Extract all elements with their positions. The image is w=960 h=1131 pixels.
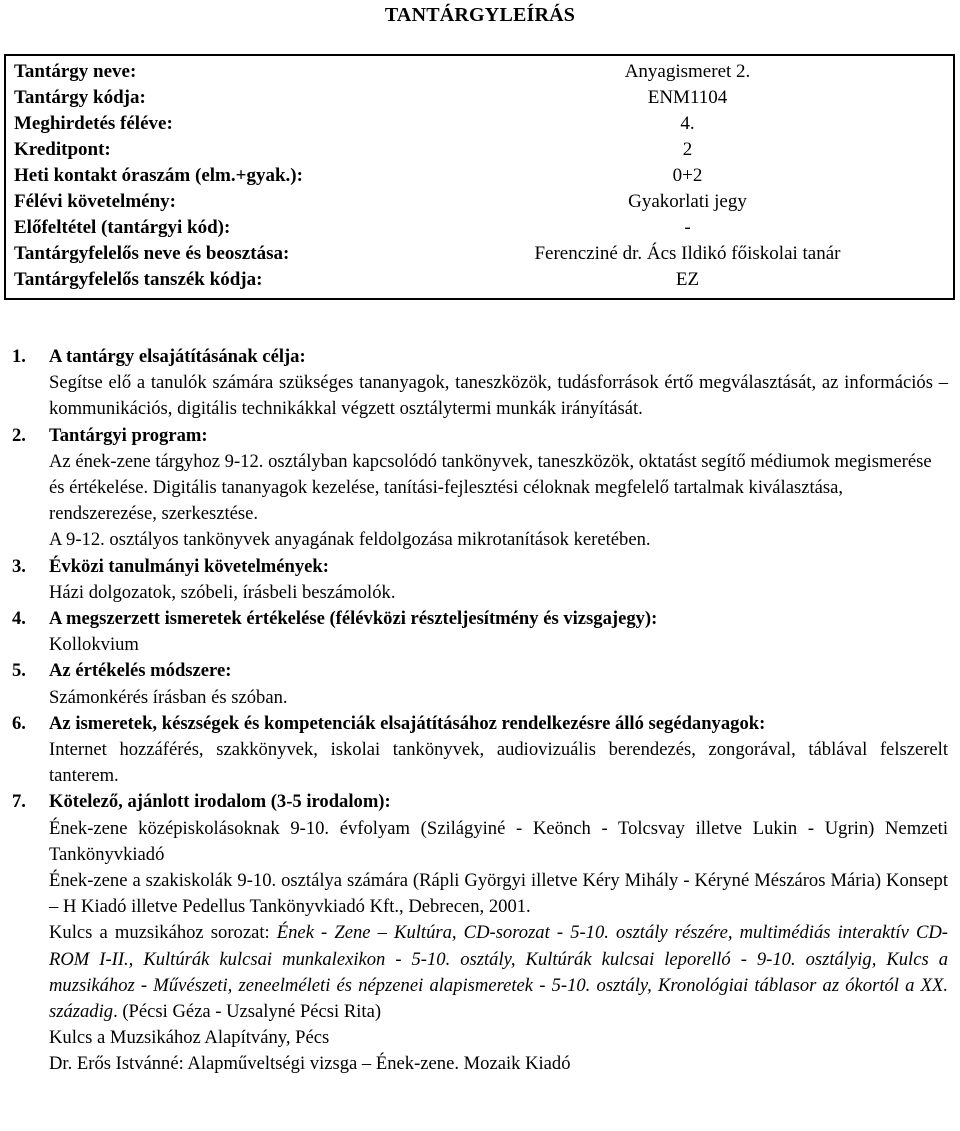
reference-suffix: . (Pécsi Géza - Uzsalyné Pécsi Rita): [113, 1001, 382, 1023]
info-label: Előfeltétel (tantárgyi kód):: [14, 217, 231, 238]
reference-item: [12, 920, 948, 1025]
info-row-course-name: [5, 55, 954, 85]
reference-item: Kulcs a Muzsikához Alapítvány, Pécs: [49, 1027, 330, 1049]
info-value: ENM1104: [647, 87, 728, 108]
section-number: 4.: [12, 608, 26, 630]
info-value: Ferencziné dr. Ács Ildikó főiskolai tanár: [534, 243, 841, 264]
info-row-prerequisite: [5, 215, 954, 241]
info-row-responsible: [5, 241, 954, 267]
section-title: Évközi tanulmányi követelmények:: [49, 555, 329, 577]
section-4: [12, 606, 948, 658]
info-label: Heti kontakt óraszám (elm.+gyak.):: [14, 165, 303, 186]
section-text: Az ének-zene tárgyhoz 9-12. osztályban kapcsolódó tankönyvek, taneszközök, oktatást segítő médiumok megismerése és értékelése. Digitális tananyagok kezelése, tanítási-fejlesztési céloknak megfelelő tartalmak kiválasztása, rendszerezése, szerkesztése.: [49, 450, 932, 525]
section-title: A tantárgy elsajátításának célja:: [49, 346, 306, 367]
info-row-requirement: [5, 189, 954, 215]
section-text: Kollokvium: [49, 634, 139, 656]
section-5: [12, 658, 948, 710]
reference-prefix: Kulcs a muzsikához sorozat:: [49, 922, 277, 944]
section-text: Számonkérés írásban és szóban.: [49, 686, 288, 708]
section-3: [12, 554, 948, 606]
section-number: 2.: [12, 424, 26, 446]
section-heading: [12, 789, 948, 815]
section-2: [12, 423, 948, 554]
section-title: Az értékelés módszere:: [49, 660, 232, 682]
info-row-course-code: [5, 85, 954, 111]
reference-item: Ének-zene középiskolásoknak 9-10. évfolyam (Szilágyiné - Keönch - Tolcsvay illetve Lukin - Ugrin) Nemzeti Tankönyvkiadó: [49, 817, 948, 865]
section-heading: [12, 711, 948, 737]
info-label: Tantárgy neve:: [14, 61, 137, 82]
course-description: [12, 344, 948, 1078]
info-label: Meghirdetés féléve:: [14, 113, 173, 134]
section-heading: [12, 606, 948, 632]
info-row-department: [5, 267, 954, 299]
section-number: 5.: [12, 660, 26, 682]
info-value: EZ: [675, 269, 700, 290]
section-title: Kötelező, ajánlott irodalom (3-5 irodalom):: [49, 791, 391, 813]
section-number: 1.: [12, 346, 26, 367]
info-value: 0+2: [672, 165, 703, 186]
info-row-semester: [5, 111, 954, 137]
section-heading: [12, 554, 948, 580]
section-number: 6.: [12, 712, 26, 734]
section-text: Házi dolgozatok, szóbeli, írásbeli beszámolók.: [49, 581, 396, 603]
document-title: TANTÁRGYLEÍRÁS: [384, 4, 576, 26]
section-title: Az ismeretek, készségek és kompetenciák elsajátításához rendelkezésre álló segédanyagok:: [49, 712, 766, 734]
info-value: Gyakorlati jegy: [628, 191, 747, 212]
section-text: Segítse elő a tanulók számára szükséges tananyagok, taneszközök, tudásforrások értő megválasztását, az információs – kommunikációs, digitális technikákkal végzett osztálytermi munkák irányítását.: [49, 372, 948, 420]
section-heading: [12, 658, 948, 684]
section-6: [12, 711, 948, 790]
info-value: 2: [682, 139, 693, 160]
section-text: Internet hozzáférés, szakkönyvek, iskolai tankönyvek, audiovizuális berendezés, zongorával, táblával felszerelt tanterem.: [49, 739, 948, 787]
info-label: Tantárgy kódja:: [14, 87, 146, 108]
info-value: -: [684, 217, 691, 238]
reference-item: Ének-zene a szakiskolák 9-10. osztálya számára (Rápli Györgyi illetve Kéry Mihály - Kéryné Mészáros Mária) Konsept – H Kiadó illetve Pedellus Tankönyvkiadó Kft., Debrecen, 2001.: [49, 870, 948, 918]
section-number: 3.: [12, 555, 26, 577]
info-label: Tantárgyfelelős neve és beosztása:: [14, 243, 290, 264]
reference-italic-titles: Ének - Zene – Kultúra, CD-sorozat - 5-10. osztály részére, multimédiás interaktív CD-ROM I-II., Kultúrák kulcsai munkalexikon - 5-10. osztály, Kultúrák kulcsai leporelló - 9-10. osztályig, Kulcs a muzsikához - Művészeti, zeneelméleti és népzenei alapismeretek - 5-10. osztály, Kronológiai táblasor az ókortól a XX. századig: [49, 922, 948, 1023]
section-7: [12, 789, 948, 1077]
info-label: Kreditpont:: [14, 139, 111, 160]
section-title: Tantárgyi program:: [49, 424, 208, 446]
section-text: A 9-12. osztályos tankönyvek anyagának feldolgozása mikrotanítások keretében.: [49, 529, 651, 551]
info-row-credits: [5, 137, 954, 163]
course-info-table: [4, 54, 955, 300]
section-1: [12, 344, 948, 423]
section-number: 7.: [12, 791, 26, 813]
info-label: Tantárgyfelelős tanszék kódja:: [14, 269, 263, 290]
section-heading: [12, 344, 948, 370]
info-value: Anyagismeret 2.: [624, 61, 751, 82]
info-row-hours: [5, 163, 954, 189]
info-value: 4.: [680, 113, 695, 134]
section-title: A megszerzett ismeretek értékelése (félévközi részteljesítmény és vizsgajegy):: [49, 608, 658, 630]
section-heading: [12, 423, 948, 449]
info-label: Félévi követelmény:: [14, 191, 176, 212]
reference-item: Dr. Erős Istvánné: Alapműveltségi vizsga – Ének-zene. Mozaik Kiadó: [49, 1053, 571, 1075]
